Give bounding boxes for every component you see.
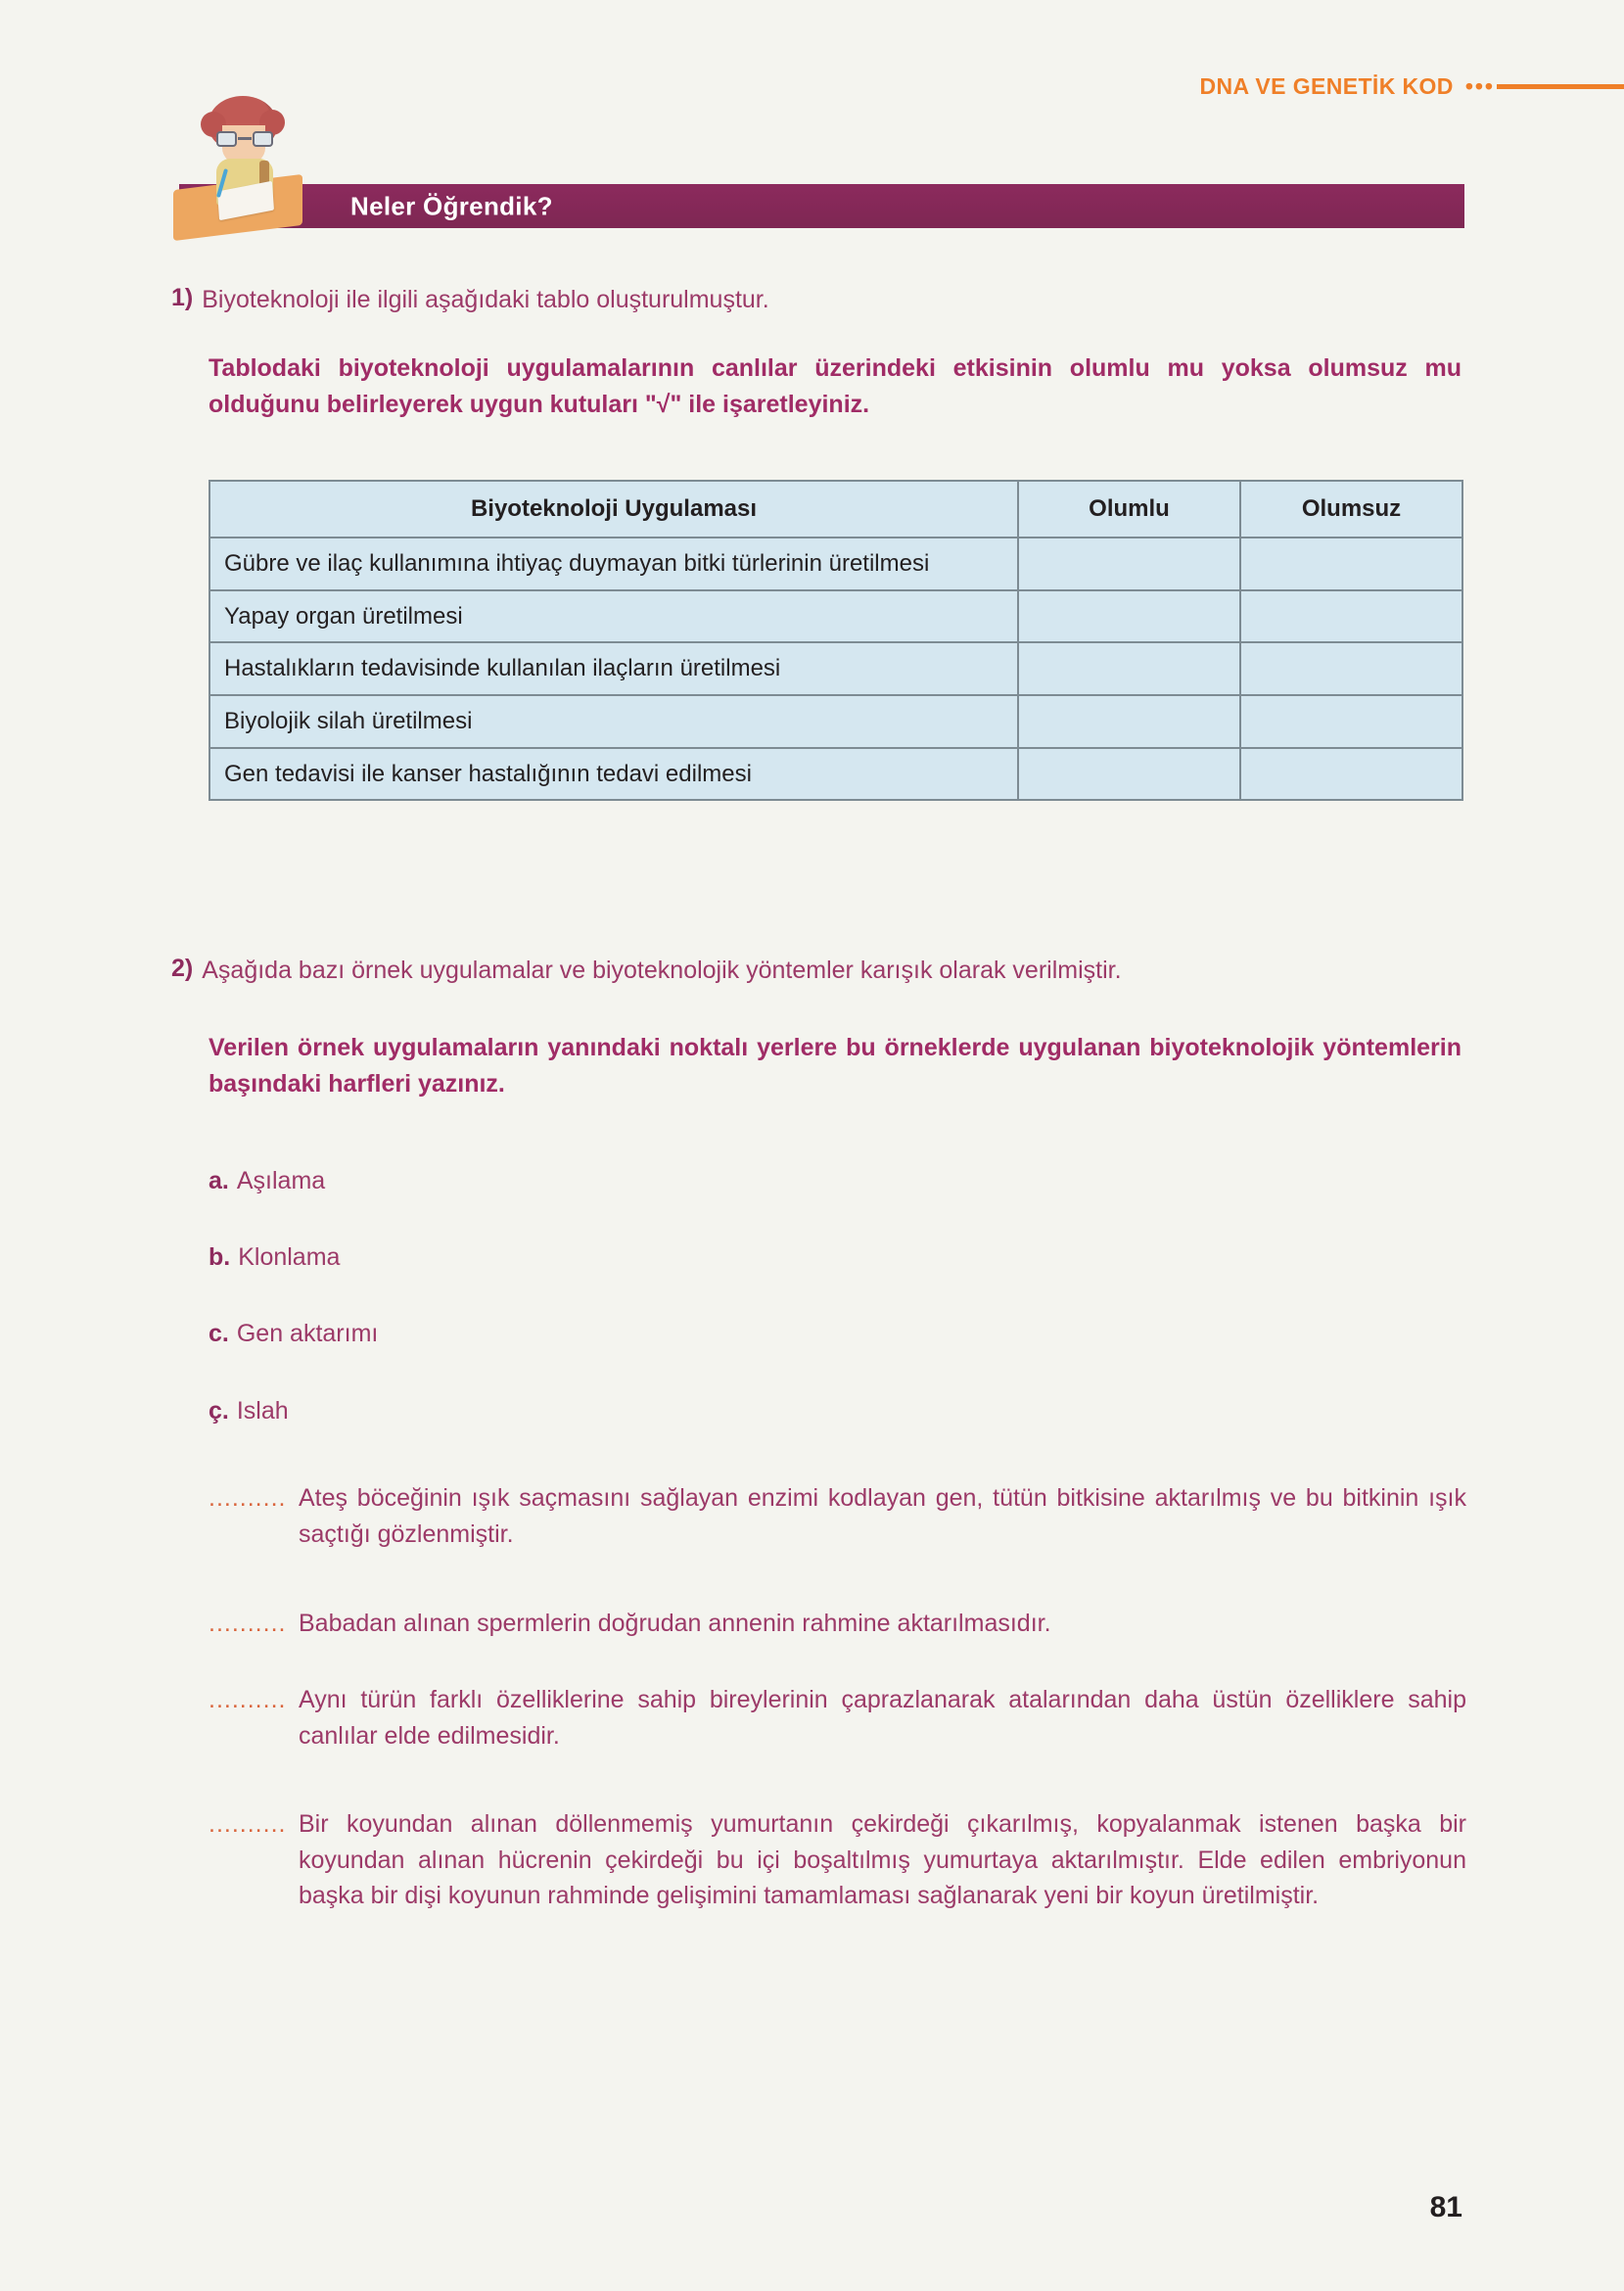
table-cell-application: Gen tedavisi ile kanser hastalığının tedavi edilmesi: [209, 748, 1018, 801]
checkbox-cell-positive[interactable]: [1018, 695, 1240, 748]
question-1-number: 1): [171, 284, 194, 311]
blank-dots[interactable]: ..........: [209, 1484, 287, 1512]
checkbox-cell-negative[interactable]: [1240, 538, 1462, 590]
checkbox-cell-negative[interactable]: [1240, 748, 1462, 801]
checkbox-cell-positive[interactable]: [1018, 590, 1240, 643]
blank-text: Babadan alınan spermlerin doğrudan annenin rahmine aktarılmasıdır.: [299, 1610, 1051, 1637]
blank-dots[interactable]: ..........: [209, 1686, 287, 1713]
option-a: [209, 1167, 325, 1195]
option-a-label: Aşılama: [236, 1167, 326, 1194]
question-2-prompt: Aşağıda bazı örnek uygulamalar ve biyoteknolojik yöntemler karışık olarak verilmiştir.: [202, 957, 1122, 984]
table-cell-application: Gübre ve ilaç kullanımına ihtiyaç duymayan bitki türlerinin üretilmesi: [209, 538, 1018, 590]
table-header-negative: Olumsuz: [1240, 481, 1462, 538]
header-rule: [1497, 84, 1624, 89]
table-cell-application: Biyolojik silah üretilmesi: [209, 695, 1018, 748]
option-c: [209, 1320, 378, 1348]
option-a-letter: a.: [209, 1167, 229, 1194]
question-2: [171, 955, 1473, 988]
option-b: [209, 1243, 340, 1272]
table-row: [209, 748, 1462, 801]
blank-dots[interactable]: ..........: [209, 1810, 287, 1838]
option-b-letter: b.: [209, 1243, 231, 1271]
option-c-cedilla-letter: ç.: [209, 1397, 229, 1425]
question-2-number: 2): [171, 955, 194, 982]
table-cell-application: Hastalıkların tedavisinde kullanılan ilaçların üretilmesi: [209, 642, 1018, 695]
page-number: 81: [1429, 2191, 1462, 2223]
blank-text: Bir koyundan alınan döllenmemiş yumurtanın çekirdeği çıkarılmış, kopyalanmak istenen başka bir koyundan alınan hücrenin çekirdeği bu içi boşaltılmış yumurtaya aktarılmıştır. Elde edilen embriyonun başka bir dişi koyunun rahminde gelişimini tamamlaması sağlanarak yeni bir koyun üretilmiştir.: [299, 1810, 1466, 1909]
table-row: [209, 538, 1462, 590]
option-c-letter: c.: [209, 1320, 229, 1347]
table-header-application: Biyoteknoloji Uygulaması: [209, 481, 1018, 538]
blank-text: Aynı türün farklı özelliklerine sahip bireylerinin çaprazlanarak atalarından daha üstün özelliklere sahip canlılar elde edilmesidir.: [299, 1686, 1466, 1750]
blank-item: [209, 1806, 1466, 1914]
checkbox-cell-positive[interactable]: [1018, 538, 1240, 590]
table-row: [209, 642, 1462, 695]
question-1-instruction: Tablodaki biyoteknoloji uygulamalarının canlılar üzerindeki etkisinin olumlu mu yoksa olumsuz mu olduğunu belirleyerek uygun kutuları "√" ile işaretleyiniz.: [209, 354, 1462, 418]
checkbox-cell-negative[interactable]: [1240, 590, 1462, 643]
table-row: [209, 695, 1462, 748]
banner-title: Neler Öğrendik?: [350, 191, 553, 220]
chapter-title: DNA VE GENETİK KOD: [1199, 73, 1454, 99]
option-c-label: Gen aktarımı: [236, 1320, 379, 1347]
running-header: [1199, 73, 1624, 100]
question-2-instruction: Verilen örnek uygulamaların yanındaki noktalı yerlere bu örneklerde uygulanan biyoteknolojik yöntemlerin başındaki harfleri yazınız.: [209, 1034, 1462, 1098]
checkbox-cell-positive[interactable]: [1018, 748, 1240, 801]
blank-item: [209, 1606, 1466, 1642]
checkbox-cell-positive[interactable]: [1018, 642, 1240, 695]
blank-item: [209, 1480, 1466, 1552]
checkbox-cell-negative[interactable]: [1240, 642, 1462, 695]
question-1-prompt: Biyoteknoloji ile ilgili aşağıdaki tablo oluşturulmuştur.: [202, 286, 769, 313]
table-row: [209, 590, 1462, 643]
table-header-positive: Olumlu: [1018, 481, 1240, 538]
checkbox-cell-negative[interactable]: [1240, 695, 1462, 748]
option-b-label: Klonlama: [238, 1243, 341, 1271]
section-banner: [179, 184, 1464, 228]
option-c-cedilla-label: Islah: [236, 1397, 289, 1425]
table-cell-application: Yapay organ üretilmesi: [209, 590, 1018, 643]
blank-dots[interactable]: ..........: [209, 1610, 287, 1637]
header-dots-icon: •••: [1464, 73, 1495, 99]
biotechnology-table: [209, 480, 1463, 801]
blank-text: Ateş böceğinin ışık saçmasını sağlayan enzimi kodlayan gen, tütün bitkisine aktarılmış ve bu bitkinin ışık saçtığı gözlenmiştir.: [299, 1484, 1466, 1548]
table-header-row: [209, 481, 1462, 538]
question-1: [171, 284, 1463, 317]
option-c-cedilla: [209, 1397, 289, 1426]
blank-item: [209, 1682, 1466, 1753]
